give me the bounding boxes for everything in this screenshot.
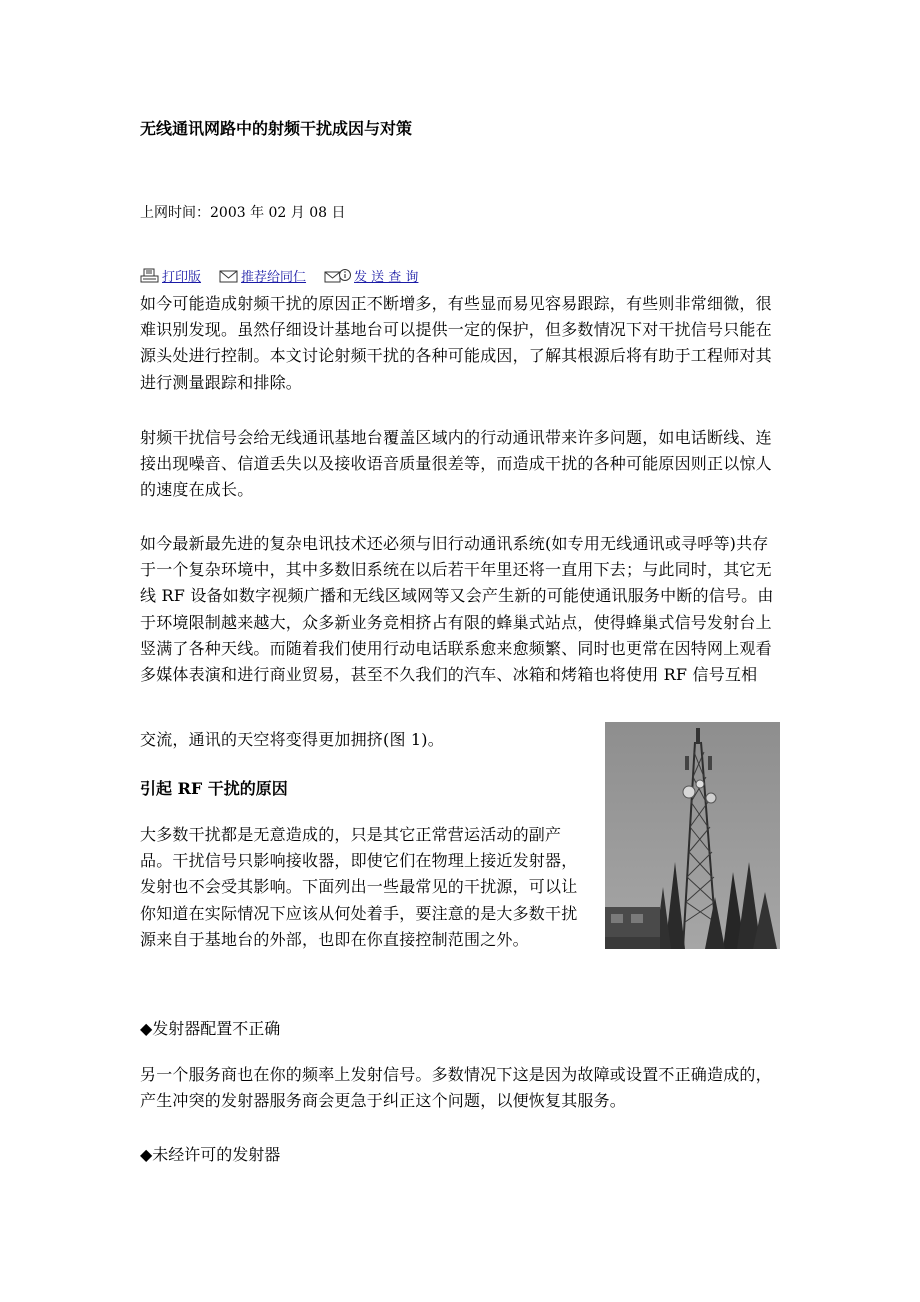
- paragraph-environment: 如今最新最先进的复杂电讯技术还必须与旧行动通讯系统(如专用无线通讯或寻呼等)共存于一个复杂环境中，其中多数旧系统在以后若干年里还将一直用下去；与此同时，其它无线 RF 设备如数字视频广播和无线区域网等又会产生新的可能使通讯服务中断的信号。由于环境限制越来越大，众多新业务竞相挤占有限的蜂巢式站点，使得蜂巢式信号发射台上竖满了各种天线。而随着我们使用行动电话联系愈来愈频繁、同时也更常在因特网上观看多媒体表演和进行商业贸易，甚至不久我们的汽车、冰箱和烤箱也将使用 RF 信号互相: [140, 534, 774, 685]
- mail-info-icon: [324, 268, 352, 284]
- article-toolbar: [140, 266, 436, 285]
- paragraph-intro: 如今可能造成射频干扰的原因正不断增多，有些显而易见容易跟踪，有些则非常细微，很难识别发现。虽然仔细设计基地台可以提供一定的保护，但多数情况下对干扰信号只能在源头处进行控制。本文讨论射频干扰的各种可能成因，了解其根源后将有助于工程师对其进行测量跟踪和排除。: [140, 294, 772, 392]
- recommend-link[interactable]: [219, 266, 306, 285]
- paragraph-problems: 射频干扰信号会给无线通讯基地台覆盖区域内的行动通讯带来许多问题，如电话断线、连接出现噪音、信道丢失以及接收语音质量很差等，而造成干扰的各种可能原因则正以惊人的速度在成长。: [140, 428, 772, 500]
- paragraph-crowded: 交流，通讯的天空将变得更加拥挤(图 1)。: [140, 730, 444, 749]
- print-label: 打印版: [162, 270, 202, 285]
- envelope-icon: [219, 269, 239, 283]
- publish-date: 上网时间：2003 年 02 月 08 日: [140, 205, 346, 221]
- print-link[interactable]: [140, 266, 201, 285]
- send-query-link[interactable]: [324, 266, 418, 285]
- send-query-label: 发 送 查 询: [354, 270, 419, 285]
- printer-icon: [140, 268, 160, 284]
- bullet-misconfigured: ◆发射器配置不正确: [140, 1019, 281, 1038]
- recommend-label: 推荐给同仁: [241, 270, 307, 285]
- bullet-unlicensed: ◆未经许可的发射器: [140, 1145, 281, 1164]
- paragraph-causes: 大多数干扰都是无意造成的，只是其它正常营运活动的副产品。干扰信号只影响接收器，即使它们在物理上接近发射器，发射也不会受其影响。下面列出一些最常见的干扰源，可以让你知道在实际情况下应该从何处着手，要注意的是大多数干扰源来自于基地台的外部，也即在你直接控制范围之外。: [140, 825, 578, 949]
- section-heading: 引起 RF 干扰的原因: [140, 779, 288, 798]
- article-title: 无线通讯网路中的射频干扰成因与对策: [140, 119, 413, 138]
- antenna-tower-photo: [605, 722, 780, 949]
- paragraph-misconfigured: 另一个服务商也在你的频率上发射信号。多数情况下这是因为故障或设置不正确造成的，产生冲突的发射器服务商会更急于纠正这个问题，以便恢复其服务。: [140, 1065, 772, 1111]
